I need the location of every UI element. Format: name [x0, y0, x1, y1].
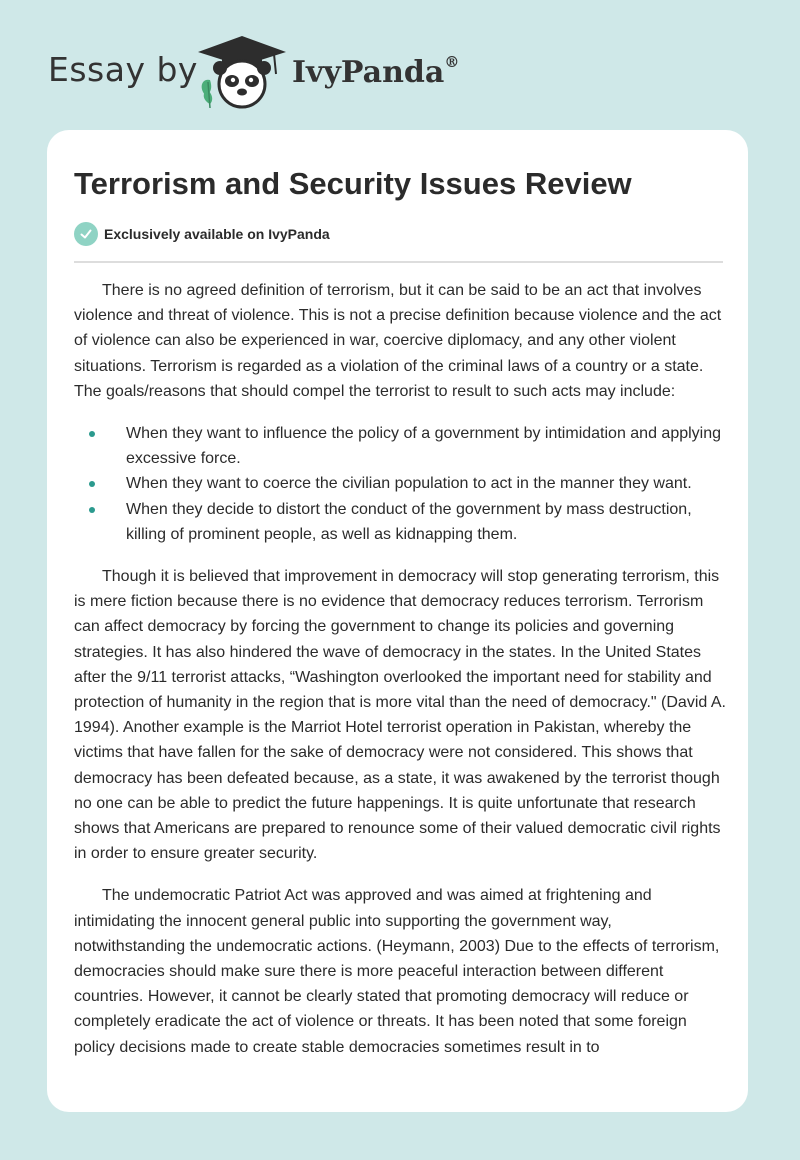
checkmark-icon	[74, 222, 98, 246]
essay-by-label: Essay by	[48, 50, 198, 89]
divider	[74, 261, 723, 263]
list-item-text: When they want to coerce the civilian population to act in the manner they want.	[126, 475, 692, 493]
list-item-text: When they want to influence the policy of a government by intimidation and applying excessive force.	[126, 425, 722, 468]
bullet-icon	[89, 431, 95, 437]
exclusive-badge-label: Exclusively available on IvyPanda	[104, 226, 330, 242]
paragraph: There is no agreed definition of terrorism, but it can be said to be an act that involves violence and threat of violence. This is not a precise definition because violence and the act of violence can also be experienced in war, coercive diplomacy, and any other violent situations. Terrorism is regarded as a violation of the criminal laws of a country or a state. The goals/reasons that should compel the terrorist to result to such acts may include:	[74, 282, 722, 400]
brand-name[interactable]	[292, 55, 459, 90]
list-item-text: When they decide to distort the conduct of the government by mass destruction, killing of prominent people, as well as kidnapping them.	[126, 500, 692, 543]
brand-name-text: IvyPanda	[292, 55, 445, 90]
list-item	[126, 471, 726, 496]
registered-mark: ®	[444, 53, 460, 71]
site-header	[0, 0, 800, 130]
paragraph: The undemocratic Patriot Act was approved and was aimed at frightening and intimidating the innocent general public into supporting the government way, notwithstanding the undemocratic actions. (Heymann, 2003) Due to the effects of terrorism, democracies should make sure there is more peaceful interaction between different countries. However, it cannot be clearly stated that promoting democracy will reduce or completely eradicate the act of violence or threats. It has been noted that some foreign policy decisions made to create stable democracies sometimes result in to	[74, 887, 720, 1056]
essay-body	[74, 278, 726, 1077]
paragraph: Though it is believed that improvement in democracy will stop generating terrorism, this is mere fiction because there is no evidence that democracy reduces terrorism. Terrorism can affect democracy by forcing the government to change its policies and governing strategies. It has also hindered the wave of democracy in the states. In the United States after the 9/11 terrorist attacks, “Washington overlooked the important need for stability and protection of humanity in the region that is more vital than the need of democracy." (David A. 1994). Another example is the Marriot Hotel terrorist operation in Pakistan, whereby the victims that have fallen for the sake of democracy were not considered. This shows that democracy has been defeated because, as a state, it was awakened by the terrorist though no one can be able to predict the future happenings. It is quite unfortunate that research shows that Americans are prepared to renounce some of their valued democratic civil rights in order to ensure greater security.	[74, 568, 726, 863]
exclusive-badge	[74, 222, 330, 246]
panda-logo-icon[interactable]	[196, 34, 288, 110]
list-item	[126, 497, 726, 547]
list-item	[126, 421, 726, 471]
essay-title: Terrorism and Security Issues Review	[74, 166, 632, 201]
bullet-icon	[89, 481, 95, 487]
bullet-icon	[89, 507, 95, 513]
reasons-list	[74, 421, 726, 547]
essay-card	[47, 130, 748, 1112]
